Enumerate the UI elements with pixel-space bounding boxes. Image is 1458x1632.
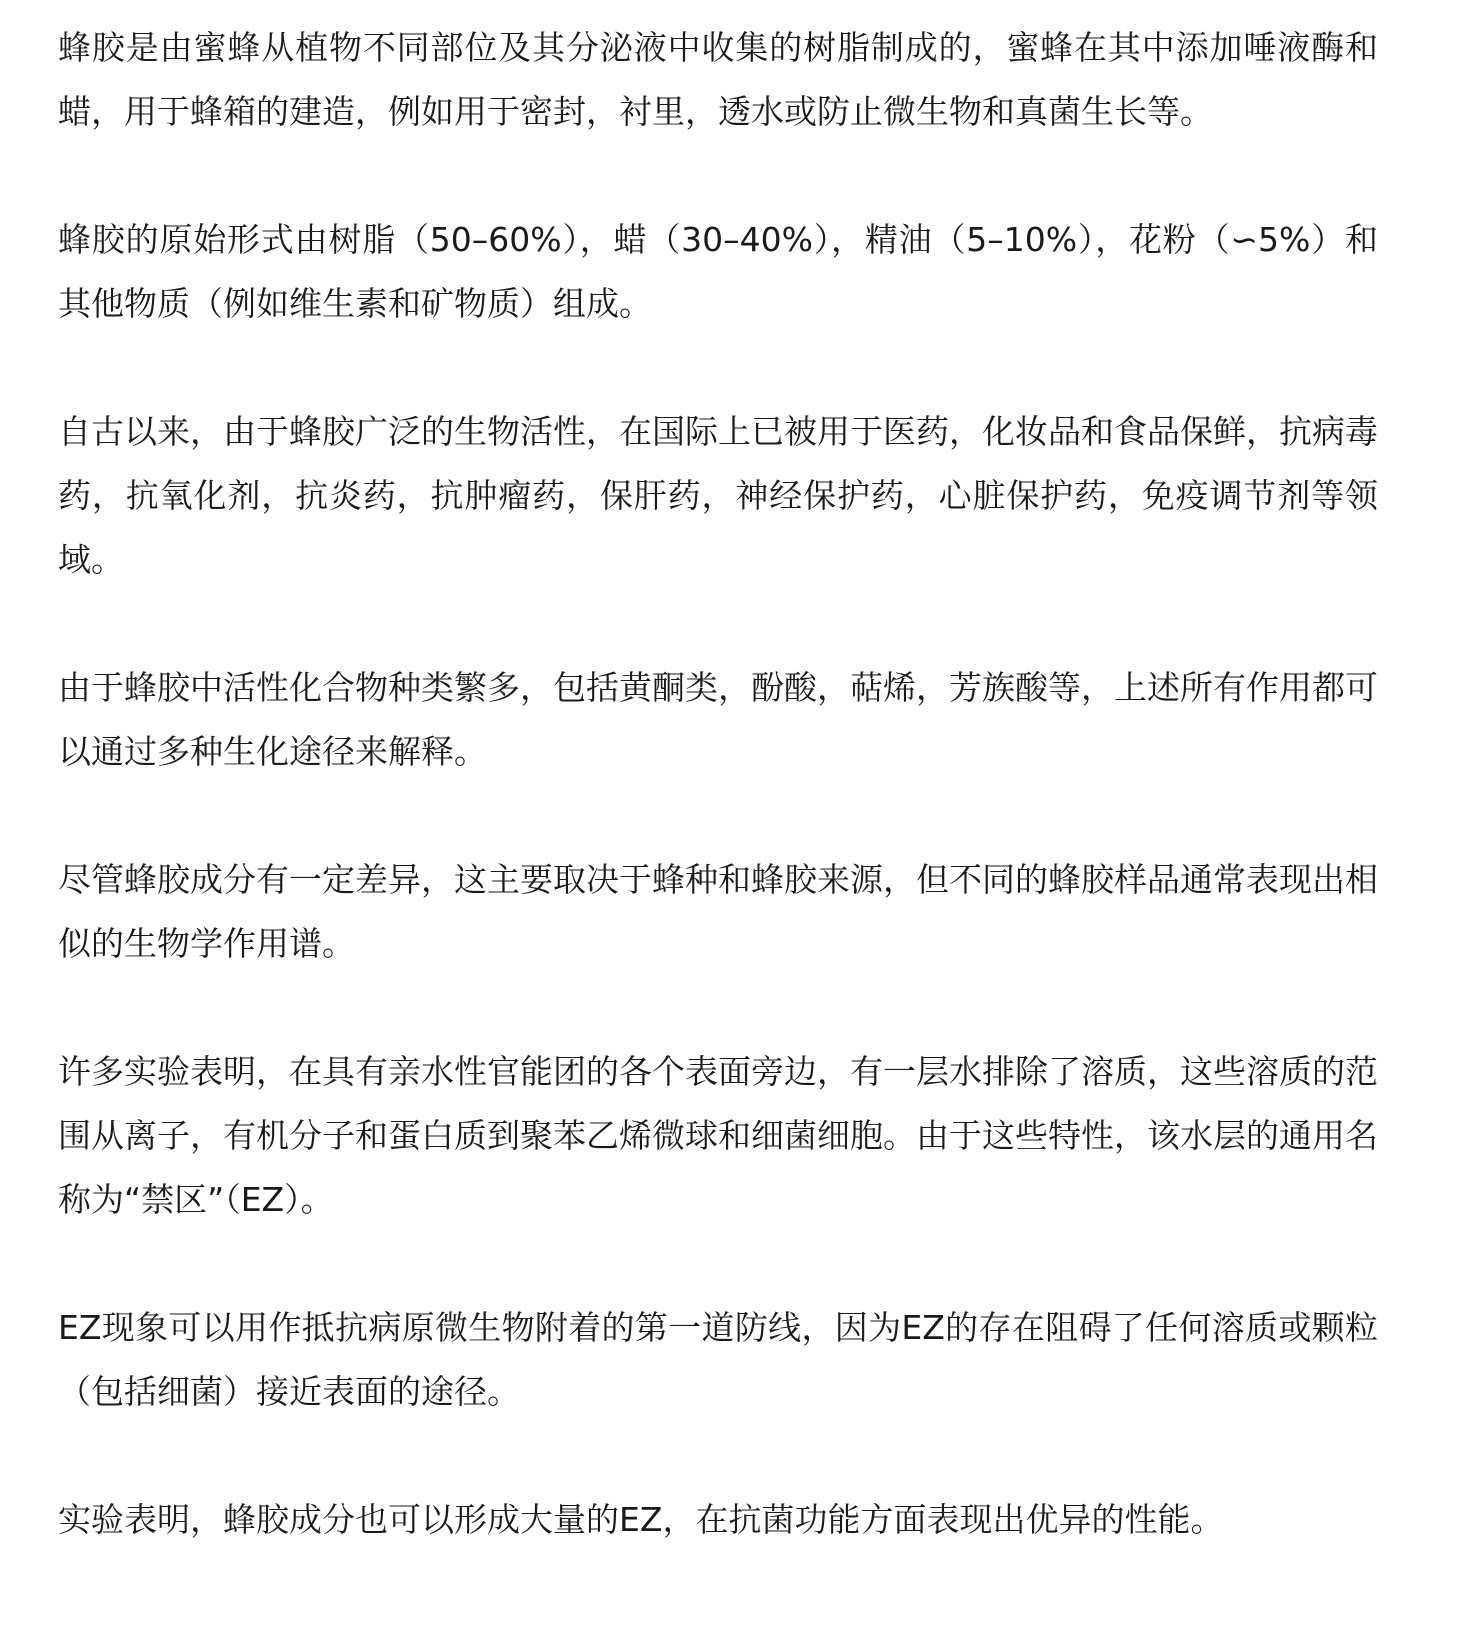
paragraph-ez-defense: EZ现象可以用作抵抗病原微生物附着的第一道防线，因为EZ的存在阻碍了任何溶质或颗粒（包括细菌）接近表面的途径。 xyxy=(58,1308,1378,1411)
paragraph-exclusion-zone: 许多实验表明，在具有亲水性官能团的各个表面旁边，有一层水排除了溶质，这些溶质的范围从离子，有机分子和蛋白质到聚苯乙烯微球和细菌细胞。由于这些特性，该水层的通用名称为“禁区”（EZ）。 xyxy=(58,1052,1378,1219)
paragraph-composition-variation: 尽管蜂胶成分有一定差异，这主要取决于蜂种和蜂胶来源，但不同的蜂胶样品通常表现出相似的生物学作用谱。 xyxy=(58,860,1378,963)
paragraph-propolis-composition: 蜂胶的原始形式由树脂（50–60%），蜡（30–40%），精油（5–10%），花粉（∽5%）和其他物质（例如维生素和矿物质）组成。 xyxy=(58,220,1378,323)
paragraph-propolis-ez: 实验表明，蜂胶成分也可以形成大量的EZ，在抗菌功能方面表现出优异的性能。 xyxy=(58,1500,1224,1539)
paragraph-propolis-origin: 蜂胶是由蜜蜂从植物不同部位及其分泌液中收集的树脂制成的，蜜蜂在其中添加唾液酶和蜡，用于蜂箱的建造，例如用于密封，衬里，透水或防止微生物和真菌生长等。 xyxy=(58,28,1378,131)
article-body xyxy=(58,16,1378,1552)
paragraph-active-compounds: 由于蜂胶中活性化合物种类繁多，包括黄酮类，酚酸，萜烯，芳族酸等，上述所有作用都可以通过多种生化途径来解释。 xyxy=(58,668,1378,771)
paragraph-propolis-uses: 自古以来，由于蜂胶广泛的生物活性，在国际上已被用于医药，化妆品和食品保鲜，抗病毒药，抗氧化剂，抗炎药，抗肿瘤药，保肝药，神经保护药，心脏保护药，免疫调节剂等领域。 xyxy=(58,412,1378,579)
